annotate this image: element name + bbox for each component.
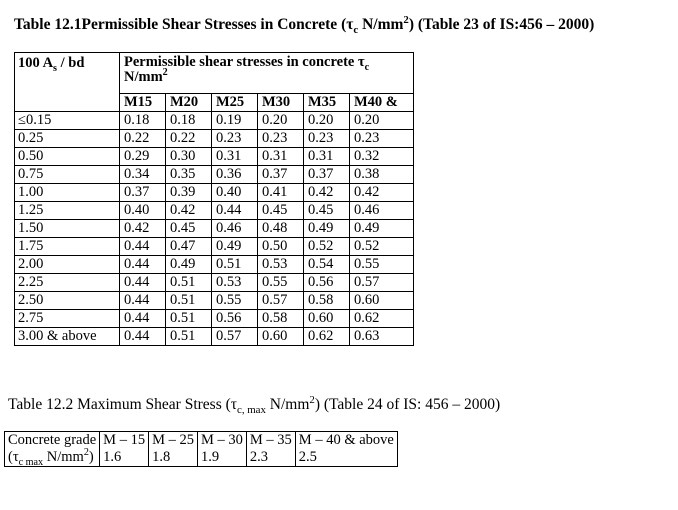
stress-value-cell: 0.56: [304, 274, 350, 292]
stress-value-cell: 0.35: [166, 166, 212, 184]
stress-value-cell: 0.23: [212, 130, 258, 148]
stress-value-cell: 0.37: [258, 166, 304, 184]
stress-value-cell: 0.53: [212, 274, 258, 292]
stress-value-cell: 0.58: [304, 292, 350, 310]
stress-value-cell: 0.57: [350, 274, 414, 292]
table-header-row: [15, 53, 414, 94]
grade-header-cell: M25: [212, 94, 258, 112]
grade-header-cell: M20: [166, 94, 212, 112]
table-row: [15, 148, 414, 166]
stress-value-cell: 0.51: [166, 328, 212, 346]
grade-header-cell: M30: [258, 94, 304, 112]
stress-value-cell: 0.37: [304, 166, 350, 184]
stress-value-cell: 0.49: [212, 238, 258, 256]
table-row: [15, 220, 414, 238]
stress-value-cell: 0.39: [166, 184, 212, 202]
stress-value-cell: 0.52: [304, 238, 350, 256]
steel-ratio-cell: 3.00 & above: [15, 328, 120, 346]
stress-value-cell: 0.55: [212, 292, 258, 310]
stress-value-cell: 0.31: [258, 148, 304, 166]
stress-value-cell: 0.18: [166, 112, 212, 130]
stress-value-cell: 0.63: [350, 328, 414, 346]
steel-ratio-cell: 2.75: [15, 310, 120, 328]
stress-value-cell: 0.42: [120, 220, 166, 238]
stress-value-cell: 0.42: [166, 202, 212, 220]
stress-value-cell: 0.23: [350, 130, 414, 148]
steel-ratio-cell: 1.00: [15, 184, 120, 202]
stress-value-cell: 0.45: [304, 202, 350, 220]
stress-value-cell: 0.51: [166, 274, 212, 292]
stress-value-cell: 0.32: [350, 148, 414, 166]
stress-value-cell: 0.45: [258, 202, 304, 220]
stress-value-cell: 0.38: [350, 166, 414, 184]
stress-value-cell: 0.49: [350, 220, 414, 238]
stress-value-cell: 0.20: [350, 112, 414, 130]
stress-value-cell: 0.48: [258, 220, 304, 238]
grade-cell: M – 30: [197, 432, 246, 450]
stress-value-cell: 0.18: [120, 112, 166, 130]
stress-value-cell: 0.53: [258, 256, 304, 274]
max-stress-value-cell: 1.9: [197, 449, 246, 467]
stress-value-cell: 0.31: [304, 148, 350, 166]
stress-value-cell: 0.55: [350, 256, 414, 274]
steel-ratio-cell: ≤0.15: [15, 112, 120, 130]
stress-value-cell: 0.22: [120, 130, 166, 148]
stress-value-cell: 0.20: [258, 112, 304, 130]
stress-value-cell: 0.62: [304, 328, 350, 346]
col-header-permissible-stress: Permissible shear stresses in concrete $\tau_c$ $N/mm^2$: [120, 53, 414, 94]
stress-value-cell: 0.22: [166, 130, 212, 148]
steel-ratio-cell: 1.50: [15, 220, 120, 238]
stress-value-cell: 0.23: [258, 130, 304, 148]
table-row: [15, 238, 414, 256]
stress-value-cell: 0.60: [350, 292, 414, 310]
grade-cell: M – 35: [246, 432, 295, 450]
stress-value-cell: 0.60: [304, 310, 350, 328]
stress-value-cell: 0.46: [350, 202, 414, 220]
steel-ratio-cell: 0.25: [15, 130, 120, 148]
stress-value-cell: 0.57: [212, 328, 258, 346]
steel-ratio-cell: 2.00: [15, 256, 120, 274]
grade-cell: M – 15: [100, 432, 149, 450]
steel-ratio-cell: 0.75: [15, 166, 120, 184]
table-row: [15, 166, 414, 184]
concrete-grade-label: Concrete grade: [5, 432, 100, 450]
stress-value-cell: 0.20: [304, 112, 350, 130]
grade-cell: M – 25: [149, 432, 198, 450]
max-stress-label: ($\tau_{c max}$ $N/mm^2$): [5, 449, 100, 467]
stress-value-cell: 0.44: [120, 256, 166, 274]
steel-ratio-cell: 1.25: [15, 202, 120, 220]
max-stress-value-cell: 2.5: [295, 449, 397, 467]
stress-value-cell: 0.52: [350, 238, 414, 256]
grade-row: [5, 432, 398, 450]
stress-value-cell: 0.51: [212, 256, 258, 274]
table-row: [15, 184, 414, 202]
stress-value-cell: 0.44: [120, 274, 166, 292]
table-row: [15, 130, 414, 148]
steel-ratio-cell: 2.25: [15, 274, 120, 292]
shear-stress-table: [14, 52, 414, 346]
stress-value-cell: 0.37: [120, 184, 166, 202]
stress-value-cell: 0.56: [212, 310, 258, 328]
stress-value-cell: 0.44: [120, 292, 166, 310]
table-row: [15, 274, 414, 292]
stress-value-cell: 0.40: [212, 184, 258, 202]
stress-value-cell: 0.51: [166, 310, 212, 328]
stress-value-cell: 0.29: [120, 148, 166, 166]
stress-value-cell: 0.51: [166, 292, 212, 310]
grade-header-cell: M40 &: [350, 94, 414, 112]
table-row: [15, 202, 414, 220]
stress-value-cell: 0.49: [304, 220, 350, 238]
table-row: [15, 292, 414, 310]
stress-value-cell: 0.46: [212, 220, 258, 238]
stress-value-cell: 0.42: [304, 184, 350, 202]
stress-value-cell: 0.34: [120, 166, 166, 184]
stress-value-cell: 0.55: [258, 274, 304, 292]
steel-ratio-cell: 1.75: [15, 238, 120, 256]
stress-value-cell: 0.57: [258, 292, 304, 310]
stress-value-cell: 0.49: [166, 256, 212, 274]
stress-value-cell: 0.58: [258, 310, 304, 328]
max-shear-stress-table: [4, 431, 398, 467]
col-header-steel-ratio: 100 $A_s$ / bd: [15, 53, 120, 112]
stress-value-cell: 0.30: [166, 148, 212, 166]
stress-value-cell: 0.23: [304, 130, 350, 148]
max-stress-value-cell: 2.3: [246, 449, 295, 467]
stress-value-cell: 0.42: [350, 184, 414, 202]
steel-ratio-cell: 2.50: [15, 292, 120, 310]
stress-value-cell: 0.36: [212, 166, 258, 184]
stress-value-cell: 0.40: [120, 202, 166, 220]
grade-header-cell: M35: [304, 94, 350, 112]
table-row: [15, 310, 414, 328]
stress-value-cell: 0.45: [166, 220, 212, 238]
table-12-2-title: Table 12.2 Maximum Shear Stress ($\tau_{c, max}$ $N/mm^2$) (Table 24 of IS: 456 – 2000): [8, 393, 501, 417]
grade-header-cell: M15: [120, 94, 166, 112]
stress-value-cell: 0.50: [258, 238, 304, 256]
max-stress-value-cell: 1.8: [149, 449, 198, 467]
stress-value-cell: 0.19: [212, 112, 258, 130]
stress-value-cell: 0.31: [212, 148, 258, 166]
max-stress-row: [5, 449, 398, 467]
steel-ratio-cell: 0.50: [15, 148, 120, 166]
stress-value-cell: 0.44: [212, 202, 258, 220]
stress-value-cell: 0.44: [120, 238, 166, 256]
table-row: [15, 112, 414, 130]
stress-value-cell: 0.41: [258, 184, 304, 202]
stress-value-cell: 0.54: [304, 256, 350, 274]
stress-value-cell: 0.62: [350, 310, 414, 328]
table-row: [15, 328, 414, 346]
max-stress-value-cell: 1.6: [100, 449, 149, 467]
stress-value-cell: 0.47: [166, 238, 212, 256]
table-12-1-title: Table 12.1Permissible Shear Stresses in Concrete ($\tau_c$ $N/mm^2$) (Table 23 of IS:456 – 2000): [14, 13, 595, 37]
stress-value-cell: 0.44: [120, 328, 166, 346]
stress-value-cell: 0.60: [258, 328, 304, 346]
grade-cell: M – 40 & above: [295, 432, 397, 450]
stress-value-cell: 0.44: [120, 310, 166, 328]
table-row: [15, 256, 414, 274]
